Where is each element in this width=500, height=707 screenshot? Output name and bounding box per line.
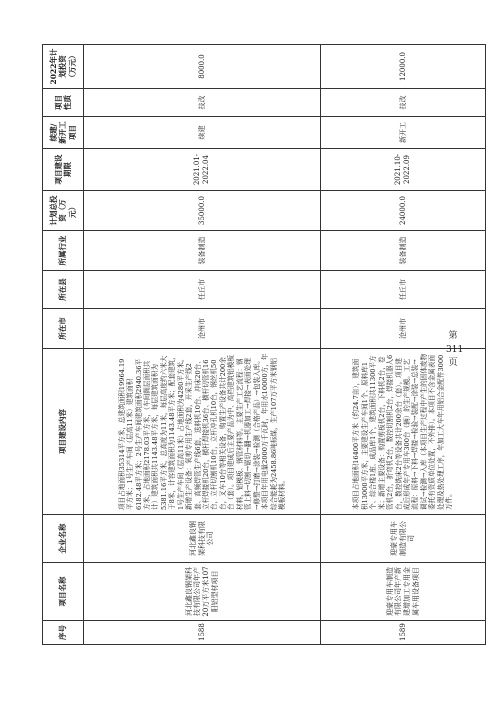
project-table <box>42 44 486 645</box>
table-row <box>84 45 321 645</box>
cell-enterprise: 河北鑫良钢架科技有限公司 <box>84 515 321 563</box>
header-city: 所在市 <box>43 309 84 349</box>
cell-city: 沧州市 <box>321 309 486 349</box>
cell-city: 沧州市 <box>84 309 321 349</box>
cell-nature: 新开工 <box>321 117 486 149</box>
cell-county: 任丘市 <box>84 271 321 309</box>
cell-industry: 装备制造 <box>321 231 486 271</box>
cell-seq: 1588 <box>84 621 321 645</box>
header-property: 项目性质 <box>43 89 84 117</box>
header-period: 项目建设期限 <box>43 149 84 191</box>
cell-property: 技改 <box>84 89 321 117</box>
table-header-row <box>43 45 84 645</box>
cell-industry: 装备制造 <box>84 231 321 271</box>
cell-period: 2021.10-2022.09 <box>321 149 486 191</box>
header-county: 所在县 <box>43 271 84 309</box>
page-number: 第 311 页 <box>446 331 464 368</box>
header-nature: 续建/新开工项目 <box>43 117 84 149</box>
header-enterprise: 企业名称 <box>43 515 84 563</box>
cell-project-name: 河北鑫良钢架科技有限公司年产20万平方米107阳铝型材项目 <box>84 563 321 621</box>
header-plan-2022: 2022年计划投资（万元） <box>43 45 84 89</box>
cell-investment: 35000.0 <box>84 191 321 231</box>
header-industry: 所属行业 <box>43 231 84 271</box>
cell-content: 项目占地面积35314平方米，总建筑面积19964.19平方米；1号生产车间（层高11米）建筑面积6182.48平方米；2号生产车间建筑面积2940.36平方米，占地面积2178.03平方米，（车间阁层面积共计）建筑面积共1143.48平方米，每层建筑面积为5381.16平方米，总高度为11米，每层高度约六米大于8米，计容建筑面积为1143.48平方米；配套建筑，1号生产车间（层高11米）占地面积为4280平方米。新增生产设备：氧剪专用生产线2套，开采生产线2套、高频焊管生产线6套，送料机10台、冲床20台、立杆焊接机20台，横杆焊接机36台、横杆切管机16台，立杆切割机10台，立杆冲孔机10台，钢丝机50台，叉车10台等相关设备，购置生产设备共计200余台（套）。项目建成后主要产品为中、高档建筑铝模板材料，铝模板、钢管材料等。主要生产工艺流程：钢管上料→切割→锯切→翻→机器加工→焊接→表面处理→修整→打磨→涂装→检测（合格产品）→包装入库。本项目年用电量2000万千瓦时，年用水10000方，年综合能耗为2458.86吨标煤，生产107万平方米钢铝模板材料。 <box>84 349 321 515</box>
cell-investment: 24000.0 <box>321 191 486 231</box>
header-seq: 序号 <box>43 621 84 645</box>
header-content: 项目建设内容 <box>43 349 84 515</box>
cell-project-name: 迎豪专用车制造有限公司年产新建增加工专用金属车用设备项目 <box>321 563 486 621</box>
header-investment: 计划总投资（万元） <box>43 191 84 231</box>
cell-nature: 续建 <box>84 117 321 149</box>
header-project-name: 项目名称 <box>43 563 84 621</box>
cell-seq: 1589 <box>321 621 486 645</box>
rotated-table-page <box>42 45 482 645</box>
cell-plan-2022: 12000.0 <box>321 45 486 89</box>
cell-county: 任丘市 <box>321 271 486 309</box>
cell-content: 本项目占地面积16400平方米（约24.7亩），建筑面积13000平方米，主要建设生产车间1个、原料库1个、综合楼1座、成品库1个，建筑面积共11300平方米；新增主要设备：购置剪板机2台，下料机2台，卷管机2台，折弯机2台，数控切割机2台，焊接机器人6台，数控铣床2台等设备共计200余台（套）。项目建成后形成年产专用车300台（辆）的生产规模。工艺流程：原料→下料→焊接→检验→装配→涂装→总装→调试→检测→入库（本项目生产过程中产生的固体废物委托有资质单位处置，不外排）。本项目不含金属表面处理及热处理工序，年加工大车年用铝合金配件3000万件。 <box>321 349 486 515</box>
cell-period: 2021.01-2022.04 <box>84 149 321 191</box>
cell-plan-2022: 8000.0 <box>84 45 321 89</box>
cell-enterprise: 迎豪专用车制造有限公司 <box>321 515 486 563</box>
cell-property: 技改 <box>321 89 486 117</box>
